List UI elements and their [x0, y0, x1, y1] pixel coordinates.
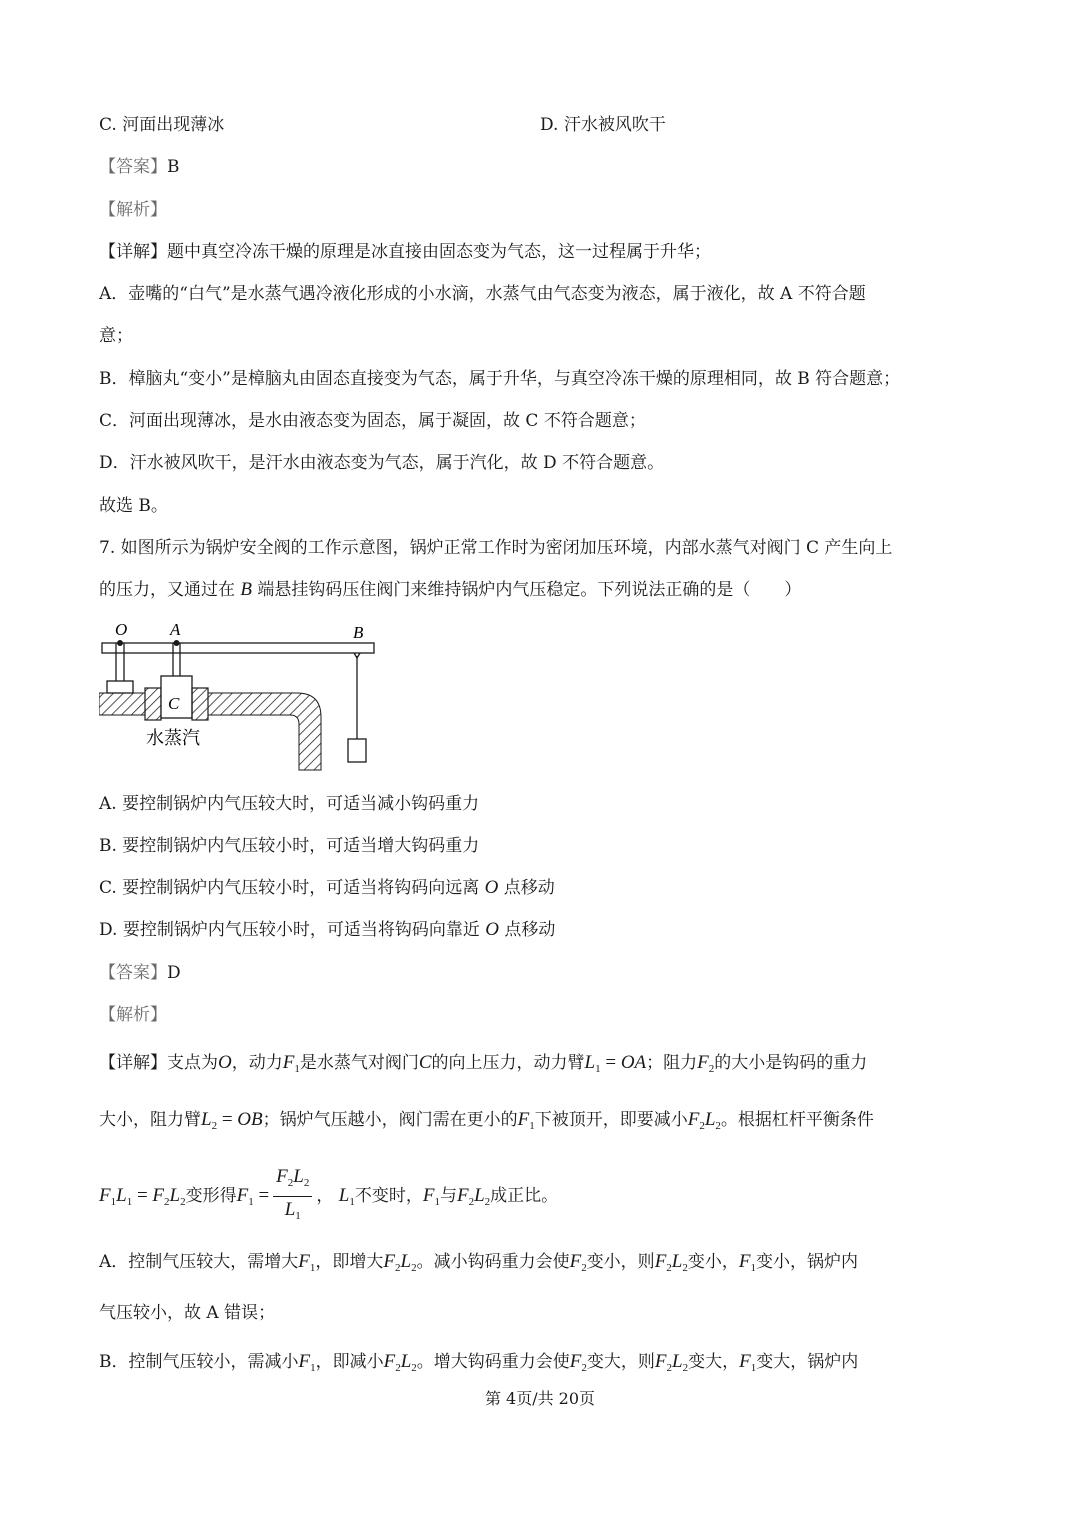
lever-bar — [102, 643, 374, 653]
math-f1: $F_1$ — [298, 1251, 316, 1274]
safety-valve-diagram — [99, 618, 389, 773]
option-c: C. 河面出现薄冰 — [99, 115, 225, 135]
text: A．控制气压较大，需增大 — [99, 1252, 299, 1272]
text: 是水蒸气对阀门 — [299, 1053, 419, 1073]
valve-seat-right — [192, 688, 208, 720]
detail-intro: 【详解】题中真空冷冻干燥的原理是冰直接由固态变为气态，这一过程属于升华； — [99, 242, 711, 262]
q7-detail-line3 — [99, 1166, 558, 1227]
math-l1-oa: $L_1$ = OA — [584, 1052, 647, 1075]
q7-stem-line2 — [99, 577, 801, 603]
math-f1: $F_1$ — [298, 1351, 316, 1374]
text: 变形得 — [185, 1186, 237, 1206]
text: ；锅炉气压越小，阀门需在更小的 — [262, 1110, 518, 1130]
answer-value: B — [167, 157, 180, 177]
q7-stem-b: B — [240, 579, 253, 600]
q7-option-c-text: C. 要控制锅炉内气压较小时，可适当将钩码向远离 — [99, 878, 485, 898]
q7-option-a: A. 要控制锅炉内气压较大时，可适当减小钩码重力 — [99, 794, 480, 814]
text: 。减小钩码重力会使 — [416, 1252, 570, 1272]
q7-detail-line1 — [99, 1050, 867, 1082]
text: 变小， — [687, 1252, 739, 1272]
text: 成正比。 — [490, 1186, 559, 1206]
math-f2l2: $F_2L_2$ — [654, 1351, 689, 1374]
math-l1: $L_1$ — [338, 1185, 355, 1208]
text: 不变时， — [354, 1186, 423, 1206]
text: 。根据杠杆平衡条件 — [720, 1110, 874, 1130]
text: 变小，锅炉内 — [755, 1252, 858, 1272]
q7-option-c-o: O — [484, 877, 499, 898]
label-steam: 水蒸汽 — [146, 728, 200, 749]
pipe-wall-right — [208, 693, 321, 770]
math-o: O — [218, 1052, 232, 1073]
math-f2l2: $F_2L_2$ — [383, 1251, 417, 1274]
q7-option-b: B. 要控制锅炉内气压较小时，可适当增大钩码重力 — [99, 836, 480, 856]
page-footer: 第 4页/共 20页 — [484, 1389, 596, 1408]
text: ，即增大 — [315, 1252, 384, 1272]
text: ，动力 — [231, 1053, 283, 1073]
answer-line — [99, 154, 180, 180]
conclusion: 故选 B。 — [99, 496, 168, 516]
text: ，即减小 — [315, 1352, 384, 1372]
math-f2l2: $F_2L_2$ — [654, 1251, 688, 1274]
q7-option-d — [99, 917, 555, 943]
text: 变大， — [688, 1352, 740, 1372]
q7-option-d-o: O — [485, 919, 499, 940]
q7-option-c-end: 点移动 — [498, 878, 555, 898]
detail-a-line2: 意； — [99, 326, 133, 346]
detail-c: C．河面出现薄冰，是水由液态变为固态，属于凝固，故 C 不符合题意； — [99, 411, 646, 431]
label-a: A — [170, 620, 181, 639]
pivot-base — [107, 681, 133, 693]
text: B．控制气压较小，需减小 — [99, 1352, 299, 1372]
option-d: D. 汗水被风吹干 — [540, 115, 666, 135]
math-fraction: $\frac{F_2L_2}{L_1}$ — [273, 1166, 312, 1227]
text: 变大，锅炉内 — [756, 1352, 859, 1372]
q7-detail-a-line2: 气压较小，故 A 错误； — [99, 1303, 276, 1323]
math-f1-eq: $F_1$ = — [236, 1185, 270, 1208]
detail-d: D．汗水被风吹干，是汗水由液态变为气态，属于汽化，故 D 不符合题意。 — [99, 453, 665, 473]
math-l2-ob: $L_2$ = OB — [201, 1109, 263, 1132]
text: 下被顶开，即要减小 — [534, 1110, 688, 1130]
text: 【详解】支点为 — [99, 1053, 218, 1073]
q7-detail-a-line1 — [99, 1249, 858, 1281]
q7-option-c — [99, 875, 555, 901]
math-balance: $F_1L_1 = F_2L_2$ — [99, 1185, 186, 1208]
q7-analysis-label: 【解析】 — [99, 1005, 167, 1025]
analysis-label: 【解析】 — [99, 200, 167, 220]
text: 大小，阻力臂 — [99, 1110, 201, 1130]
answer-label: 【答案】 — [99, 157, 167, 177]
q7-answer-line — [99, 960, 181, 986]
label-o: O — [115, 620, 128, 639]
q7-stem-line1: 7. 如图所示为锅炉安全阀的工作示意图，锅炉正常工作时为密闭加压环境，内部水蒸气对阀门 C 产生向上 — [99, 538, 893, 558]
math-f1: $F_1$ — [739, 1351, 757, 1374]
q7-detail-b-line1 — [99, 1349, 858, 1381]
text: 的向上压力，动力臂 — [431, 1053, 585, 1073]
math-f2: $F_2$ — [569, 1351, 587, 1374]
hook-weight — [348, 739, 366, 762]
q7-stem-text-end: 端悬挂钩码压住阀门来维持锅炉内气压稳定。下列说法正确的是（ ） — [252, 580, 802, 600]
label-b: B — [353, 623, 364, 642]
math-f2l2: $F_2L_2$ — [383, 1351, 417, 1374]
math-c: C — [418, 1052, 432, 1073]
rod-a-point — [174, 640, 180, 646]
q7-option-d-end: 点移动 — [498, 920, 556, 940]
detail-b: B．樟脑丸“变小”是樟脑丸由固态直接变为气态，属于升华，与真空冷冻干燥的原理相同，故 B 符合题意； — [99, 369, 901, 389]
math-f2: $F_2$ — [569, 1251, 587, 1274]
q7-answer-value: D — [167, 963, 181, 983]
text: ；阻力 — [646, 1053, 698, 1073]
math-f2l2: $F_2L_2$ — [687, 1109, 721, 1132]
text: 的大小是钩码的重力 — [714, 1053, 868, 1073]
text: ， — [316, 1186, 334, 1206]
pipe-wall-left — [99, 693, 145, 715]
detail-a-line1: A．壶嘴的“白气”是水蒸气遇冷液化形成的小水滴，水蒸气由气态变为液态，属于液化，故 A 不符合题 — [99, 284, 866, 304]
math-f2: $F_2$ — [697, 1052, 715, 1075]
q7-detail-line2 — [99, 1107, 874, 1139]
text: 变大，则 — [586, 1352, 655, 1372]
label-c: C — [168, 694, 180, 713]
math-f1: $F_1$ — [517, 1109, 535, 1132]
math-f1: $F_1$ — [282, 1052, 300, 1075]
math-f2l2: $F_2L_2$ — [456, 1185, 491, 1208]
valve-seat-left — [145, 688, 161, 720]
math-f1: $F_1$ — [738, 1251, 756, 1274]
q7-stem-text: 的压力，又通过在 — [99, 580, 241, 600]
q7-answer-label: 【答案】 — [99, 963, 167, 983]
text: 与 — [439, 1186, 457, 1206]
q7-option-d-text: D. 要控制锅炉内气压较小时，可适当将钩码向靠近 — [99, 920, 486, 940]
math-f1: $F_1$ — [422, 1185, 440, 1208]
pivot-o-point — [117, 640, 123, 646]
text: 。增大钩码重力会使 — [416, 1352, 570, 1372]
text: 变小，则 — [586, 1252, 655, 1272]
